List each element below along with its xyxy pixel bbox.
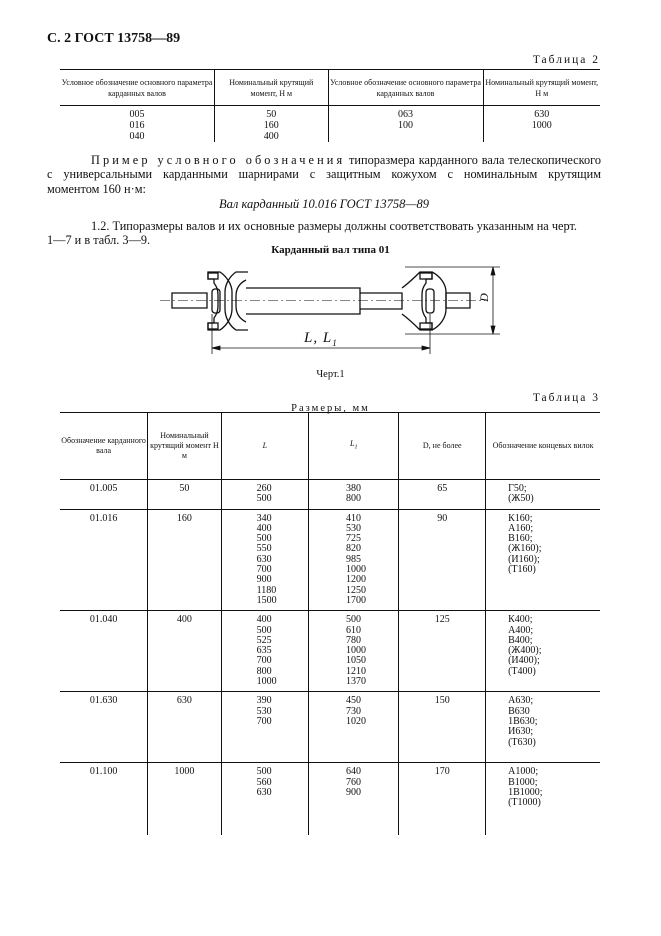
example-lead: Пример условного обозначения (91, 153, 346, 167)
t3-header-yokes: Обозначение концевых вилок (486, 413, 600, 480)
cell-L: 500 560 630 (221, 763, 308, 835)
example-designation: Вал карданный 10.016 ГОСТ 13758—89 (219, 197, 429, 211)
cell-designation: 01.040 (60, 611, 148, 692)
t3-header-designation: Обозначение карданного вала (60, 413, 148, 480)
page-header: С. 2 ГОСТ 13758—89 (47, 31, 181, 46)
t3-header-torque: Номинальный крутящий момент Н м (148, 413, 222, 480)
cell-L1: 410 530 725 820 985 1000 1200 1250 1700 (309, 509, 399, 611)
t2-col-2: 50 160 400 (215, 106, 328, 143)
cell-L: 260 500 (221, 480, 308, 510)
cell-torque: 400 (148, 611, 222, 692)
drawing-title: Карданный вал типа 01 (271, 244, 390, 256)
cell-yokes: А1000; В1000; 1В1000; (Т1000) (508, 766, 543, 809)
t2-header-1: Условное обозначение основного параметра карданных валов (60, 70, 215, 106)
cell-designation: 01.016 (60, 509, 148, 611)
t2-col-1: 005 016 040 (60, 106, 215, 143)
t3-header-L1: $L_1$ (309, 413, 399, 480)
cell-L1: 380 800 (309, 480, 399, 510)
cell-D: 65 (399, 480, 486, 510)
table-row (60, 509, 600, 611)
table-row (60, 480, 600, 510)
t2-header-3: Условное обозначение основного параметра карданных валов (328, 70, 483, 106)
t3-header-L: L (221, 413, 308, 480)
cell-L: 400 500 525 635 700 800 1000 (221, 611, 308, 692)
table3-label: Таблица 3 (532, 392, 600, 404)
drawing-caption: Черт.1 (316, 369, 345, 380)
example-paragraph: Пример условного обозначения типоразмера карданного вала телескопического с универсальными карданными шарнирами с защитным кожухом с номинальным крутящим моментом 160 н·м: (47, 153, 601, 196)
t3-header-D: D, не более (399, 413, 486, 480)
t2-col-3: 063 100 (328, 106, 483, 143)
cell-torque: 1000 (148, 763, 222, 835)
table-row (60, 692, 600, 763)
table-3 (60, 412, 600, 835)
cell-designation: 01.100 (60, 763, 148, 835)
cell-D: 170 (399, 763, 486, 835)
cell-D: 150 (399, 692, 486, 763)
dim-length-label: L, $L_1$ (304, 330, 338, 348)
cell-D: 125 (399, 611, 486, 692)
table-row (60, 763, 600, 835)
table-row (60, 611, 600, 692)
table3-subtitle: Размеры, мм (291, 403, 370, 414)
cell-torque: 630 (148, 692, 222, 763)
t2-col-4: 630 1000 (531, 109, 552, 131)
t2-header-4: Номинальный крутящий момент, Н м (483, 70, 600, 106)
cell-L: 390 530 700 (221, 692, 308, 763)
cell-L1: 640 760 900 (309, 763, 399, 835)
cell-designation: 01.630 (60, 692, 148, 763)
cell-torque: 160 (148, 509, 222, 611)
cell-torque: 50 (148, 480, 222, 510)
table2-label: Таблица 2 (532, 54, 600, 66)
clause-1-2: 1.2. Типоразмеры валов и их основные размеры должны соответствовать указанным на черт. 1—7 и в табл. 3—9. (47, 219, 577, 248)
cell-yokes: К160; А160; В160; (Ж160); (И160); (Т160) (486, 509, 600, 611)
cell-yokes: А630; В630 1В630; И630; (Т630) (486, 692, 600, 763)
table-2 (60, 69, 600, 142)
t2-header-2: Номинальный крутящий момент, Н м (215, 70, 328, 106)
cell-D: 90 (399, 509, 486, 611)
cell-designation: 01.005 (60, 480, 148, 510)
cell-yokes: К400; А400; В400; (Ж400); (И400); (Т400) (486, 611, 600, 692)
dim-diameter-label: D (476, 293, 491, 302)
cell-L: 340 400 500 550 630 700 900 1180 1500 (221, 509, 308, 611)
cell-L1: 450 730 1020 (309, 692, 399, 763)
cell-yokes: Г50; (Ж50) (486, 480, 600, 510)
cell-L1: 500 610 780 1000 1050 1210 1370 (309, 611, 399, 692)
